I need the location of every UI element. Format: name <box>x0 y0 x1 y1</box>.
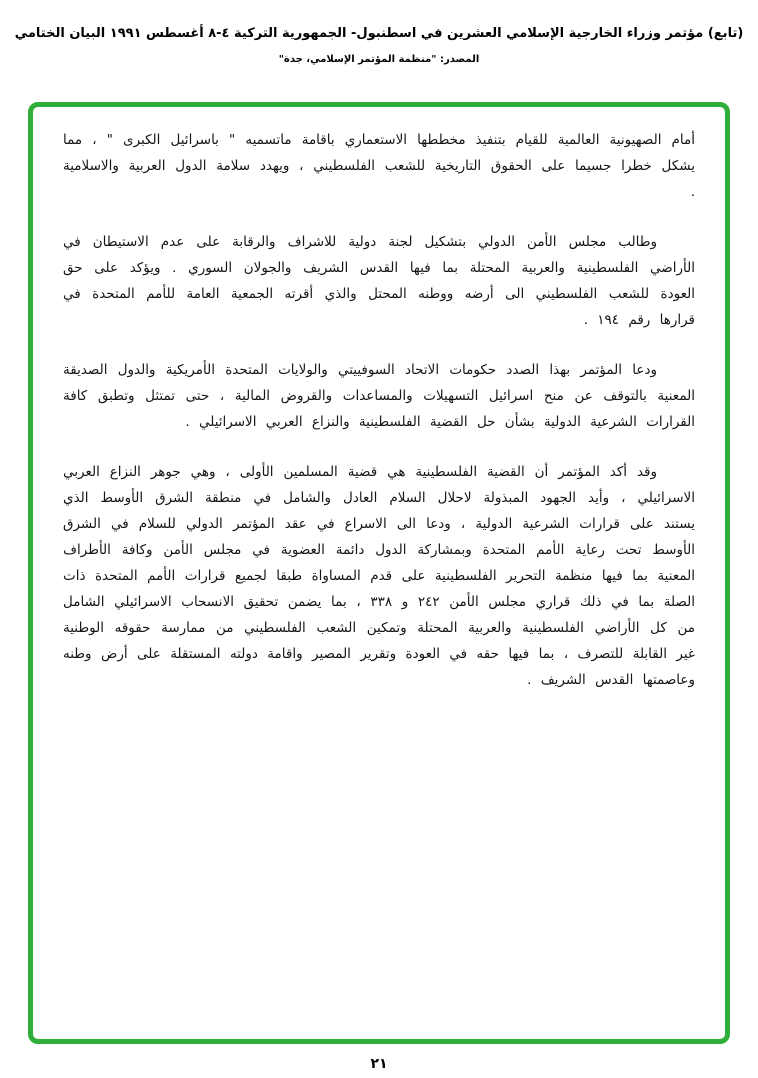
paragraph-2: وطالب مجلس الأمن الدولي بتشكيل لجنة دولية للاشراف والرقابة على عدم الاستيطان في الأراضي الفلسطينية والعربية المحتلة بما فيها القدس الشريف والجولان السوري . ويؤكد على حق العودة للشعب الفلسطيني الى أرضه ووطنه المحتل والذي أقرته الجمعية العامة للأمم المتحدة في قرارها رقم ١٩٤ . <box>63 234 695 328</box>
paragraph-1: أمام الصهيونية العالمية للقيام بتنفيذ مخططها الاستعماري باقامة ماتسميه " باسرائيل الكبرى " ، مما يشكل خطرا جسيما على الحقوق التاريخية للشعب الفلسطيني ، ويهدد سلامة الدول العربية والاسلامية . <box>63 132 695 200</box>
page-number: ٢١ <box>370 1056 388 1072</box>
page-footer <box>0 1053 758 1072</box>
content-box <box>28 102 730 1044</box>
page-title: (تابع) مؤتمر وزراء الخارجية الإسلامي العشرين في اسطنبول- الجمهورية التركية ٤-٨ أغسطس ١٩٩١ البيان الختامي <box>14 26 744 41</box>
paragraph-4: وقد أكد المؤتمر أن القضية الفلسطينية هي قضية المسلمين الأولى ، وهي جوهر النزاع العربي الاسرائيلي ، وأيد الجهود المبذولة لاحلال السلام العادل والشامل في منطقة الشرق الأوسط الذي يستند على قرارات الشرعية الدولية ، ودعا الى الاسراع في عقد المؤتمر الدولي للسلام في الشرق الأوسط تحت رعاية الأمم المتحدة وبمشاركة الدول دائمة العضوية في مجلس الأمن وكافة الأطراف المعنية بما فيها منظمة التحرير الفلسطينية على قدم المساواة طبقا لجميع قرارات الأمم المتحدة ذات الصلة بما في ذلك قراري مجلس الأمن ٢٤٢ و ٣٣٨ ، بما يضمن تحقيق الانسحاب الاسرائيلي الشامل من كل الأراضي الفلسطينية والعربية المحتلة وتمكين الشعب الفلسطيني من ممارسة حقوقه الوطنية غير القابلة للتصرف ، بما فيها حقه في العودة وتقرير المصير واقامة دولته المستقلة على أرض وطنه وعاصمتها القدس الشريف . <box>63 464 695 688</box>
paragraph-3: ودعا المؤتمر بهذا الصدد حكومات الاتحاد السوفييتي والولايات المتحدة الأمريكية والدول الصديقة المعنية بالتوقف عن منح اسرائيل التسهيلات والمساعدات والقروض المالية ، حتى تمتثل وتطبق كافة القرارات الشرعية الدولية بشأن حل القضية الفلسطينية والنزاع العربي الاسرائيلي . <box>63 362 695 430</box>
document-header <box>0 26 758 65</box>
source-line: المصدر: "منظمة المؤتمر الإسلامي، جدة" <box>278 54 480 65</box>
